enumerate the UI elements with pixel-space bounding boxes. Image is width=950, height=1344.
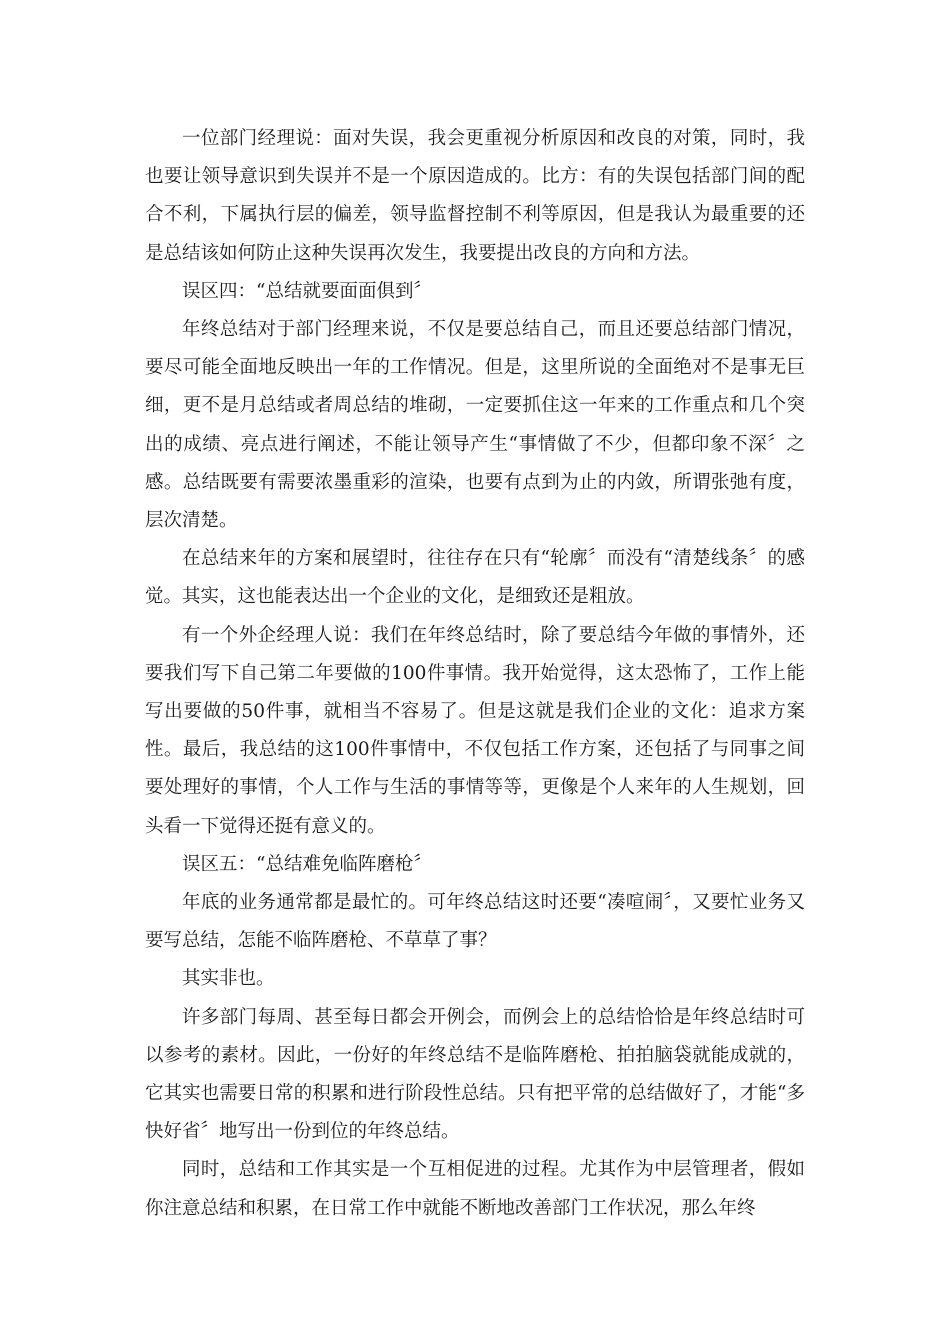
paragraph-mutual-promotion: 同时，总结和工作其实是一个互相促进的过程。尤其作为中层管理者，假如你注意总结和积累，在日常工作中就能不断地改善部门工作状况，那么年终 [145,1159,805,1219]
document-page [145,120,805,1228]
paragraph-year-end-busy: 年底的业务通常都是最忙的。可年终总结这时还要“凑喧闹〞，又要忙业务又要写总结，怎能不临阵磨枪、不草草了事？ [145,892,805,952]
paragraph-outlook-plans: 在总结来年的方案和展望时，往往存在只有“轮廓〞而没有“清楚线条〞的感觉。其实，这也能表达出一个企业的文化，是细致还是粗放。 [145,548,805,608]
paragraph-weekly-meetings: 许多部门每周、甚至每日都会开例会，而例会上的总结恰恰是年终总结时可以参考的素材。因此，一份好的年终总结不是临阵磨枪、拍拍脑袋就能成就的，它其实也需要日常的积累和进行阶段性总结。只有把平常的总结做好了，才能“多快好省〞地写出一份到位的年终总结。 [145,1006,805,1143]
paragraph-manager-quote: 一位部门经理说：面对失误，我会更重视分析原因和改良的对策，同时，我也要让领导意识到失误并不是一个原因造成的。比方：有的失误包括部门间的配合不利，下属执行层的偏差，领导监督控制不利等原因，但是我认为最重要的还是总结该如何防止这种失误再次发生，我要提出改良的方向和方法。 [145,128,805,264]
paragraph-foreign-manager-quote: 有一个外企经理人说：我们在年终总结时，除了要总结今年做的事情外，还要我们写下自己第二年要做的100件事情。我开始觉得，这太恐怖了，工作上能写出要做的50件事，就相当不容易了。但是这就是我们企业的文化：追求方案性。最后，我总结的这100件事情中，不仅包括工作方案，还包括了与同事之间要处理好的事情，个人工作与生活的事情等等，更像是个人来年的人生规划，回头看一下觉得还挺有意义的。 [145,624,805,837]
heading-myth-five: 误区五：“总结难免临阵磨枪〞 [182,853,432,875]
paragraph-not-so: 其实非也。 [182,968,275,990]
heading-myth-four: 误区四：“总结就要面面俱到〞 [182,280,432,302]
paragraph-comprehensive-summary: 年终总结对于部门经理来说，不仅是要总结自己，而且还要总结部门情况，要尽可能全面地反映出一年的工作情况。但是，这里所说的全面绝对不是事无巨细，更不是月总结或者周总结的堆砌，一定要抓住这一年来的工作重点和几个突出的成绩、亮点进行阐述，不能让领导产生“事情做了不少，但都印象不深〞之感。总结既要有需要浓墨重彩的渲染，也要有点到为止的内敛，所谓张弛有度，层次清楚。 [145,319,805,532]
